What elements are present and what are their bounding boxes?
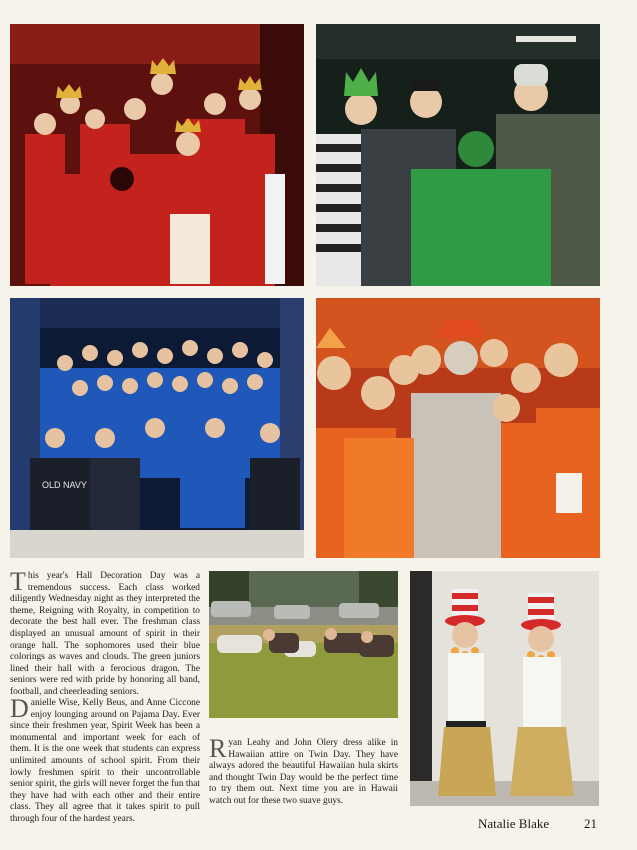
- caption-dropcap: R: [209, 734, 227, 763]
- shirt-text: OLD NAVY: [42, 480, 87, 490]
- caption-hall-decoration-day: [10, 567, 200, 699]
- photo-twin-day-hula: [410, 571, 599, 806]
- caption-body: yan Leahy and John Olery dress alike in Hawaiian attire on Twin Day. They have always adored the beautiful Hawaiian hula skirts and thought Twin Day would be the perfect time to try them out. Next time you are in Hawaii watch out for these two suave guys.: [209, 738, 398, 806]
- page-number: 21: [584, 816, 597, 831]
- footer-author-credit: Natalie Blake: [478, 816, 550, 831]
- photo-freshman-class-orange: [316, 298, 600, 558]
- photo-pajama-day-lawn: [209, 571, 398, 718]
- caption-twin-day: [209, 734, 398, 808]
- caption-pajama-day: [10, 694, 200, 826]
- caption-body: anielle Wise, Kelly Beus, and Anne Ciccone enjoy lounging around on Pajama Day. Ever since their freshmen year, Spirit Week has been a monumental and important week for each of them. It is the one week that students can express unlimited amounts of school spirit. From their lowly freshmen spirit to their uncontrollable senior spirit, the girls will never forget the fun that they have had with each other and their entire class. They all agree that it takes spirit to pull through four of the hardest years.: [10, 698, 200, 824]
- photo-junior-class-green: [316, 24, 600, 286]
- caption-body: his year's Hall Decoration Day was a tremendous success. Each class worked diligently Wednesday night as they interpreted the theme, Reigning with Royalty, in competition to decorate the best hall ever. The freshman class displayed an unusual amount of spirit in their orange hall. The sophomores used their blue colorings as waves and clouds. The green juniors lined their hall with a ferocious dragon. The seniors were red with pride by honoring all band, football, and cheerleading seniors.: [10, 571, 200, 697]
- caption-dropcap: D: [10, 694, 29, 723]
- caption-dropcap: T: [10, 567, 26, 596]
- photo-senior-class-red: [10, 24, 304, 286]
- photo-sophomore-class-blue: [10, 298, 304, 558]
